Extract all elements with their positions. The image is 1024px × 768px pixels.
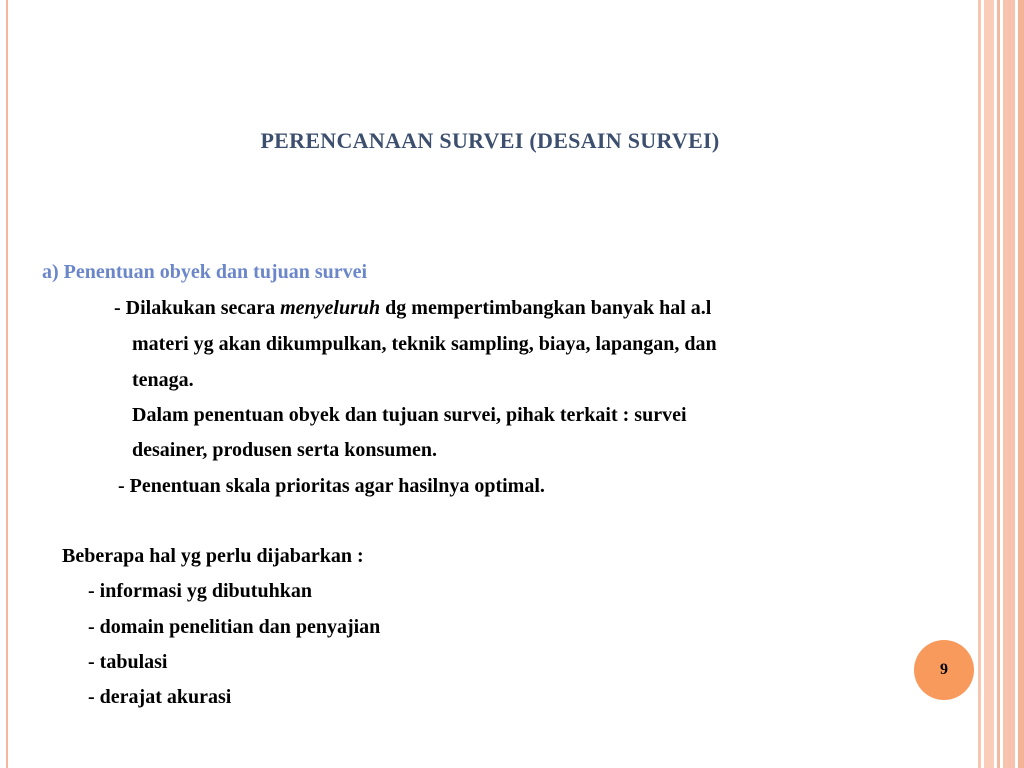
point2-line: - Penentuan skala prioritas agar hasilnya optimal. bbox=[118, 475, 545, 497]
page-number-badge bbox=[914, 640, 974, 700]
section-heading: a) Penentuan obyek dan tujuan survei bbox=[42, 261, 368, 283]
point1-prefix: - Dilakukan secara bbox=[114, 297, 281, 319]
point1-line5: desainer, produsen serta konsumen. bbox=[132, 439, 438, 461]
list-item: - informasi yg dibutuhkan bbox=[88, 580, 312, 602]
list-item: - domain penelitian dan penyajian bbox=[88, 616, 381, 638]
list-heading: Beberapa hal yg perlu dijabarkan : bbox=[62, 545, 364, 567]
list-item: - tabulasi bbox=[88, 651, 168, 673]
point1-line2: materi yg akan dikumpulkan, teknik sampling, biaya, lapangan, dan bbox=[132, 333, 717, 355]
point1-italic-word: menyeluruh bbox=[280, 297, 381, 319]
point1-line3: tenaga. bbox=[132, 369, 194, 391]
point1-suffix: dg mempertimbangkan banyak hal a.l bbox=[380, 297, 712, 319]
point1-line4: Dalam penentuan obyek dan tujuan survei, pihak terkait : survei bbox=[132, 404, 687, 426]
page-number: 9 bbox=[940, 661, 948, 678]
list-item: - derajat akurasi bbox=[88, 686, 232, 708]
left-border-line bbox=[6, 0, 8, 768]
slide-title: PERENCANAAN SURVEI (DESAIN SURVEI) bbox=[260, 128, 720, 153]
point1-line1 bbox=[114, 297, 711, 320]
right-border-stripes bbox=[978, 0, 1024, 768]
